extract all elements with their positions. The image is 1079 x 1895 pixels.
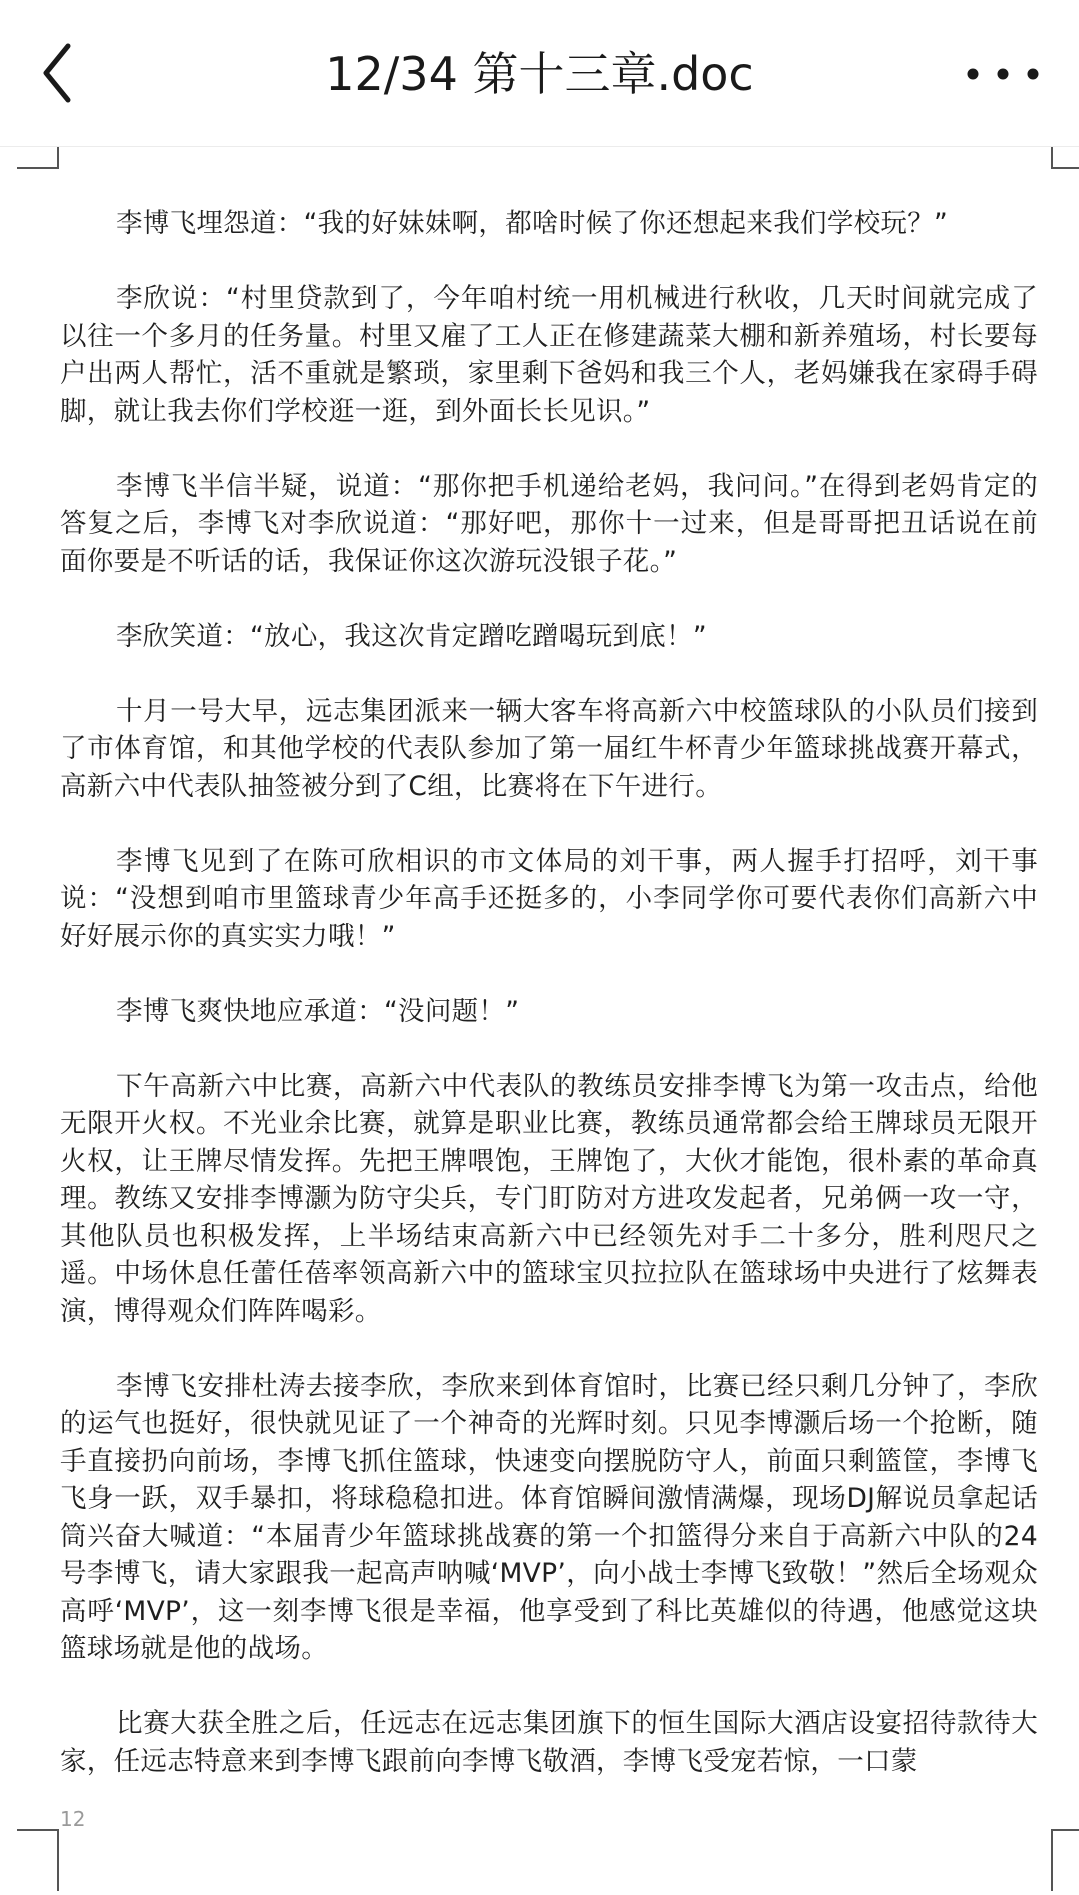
document-page[interactable] (0, 147, 1079, 1895)
paragraph: 李欣说：“村里贷款到了，今年咱村统一用机械进行秋收，几天时间就完成了以往一个多月的任务量。村里又雇了工人正在修建蔬菜大棚和新养殖场，村长要每户出两人帮忙，活不重就是繁琐，家里剩下爸妈和我三个人，老妈嫌我在家碍手碍脚，就让我去你们学校逛一逛，到外面长长见识。” (60, 283, 1038, 427)
paragraph: 李博飞爽快地应承道：“没问题！” (116, 995, 520, 1027)
paragraph: 李博飞安排杜涛去接李欣，李欣来到体育馆时，比赛已经只剩几分钟了，李欣的运气也挺好，很快就见证了一个神奇的光辉时刻。只见李博灏后场一个抢断，随手直接扔向前场，李博飞抓住篮球，快速变向摆脱防守人，前面只剩篮筐，李博飞飞身一跃，双手暴扣，将球稳稳扣进。体育馆瞬间激情满爆，现场DJ解说员拿起话筒兴奋大喊道：“本届青少年篮球挑战赛的第一个扣篮得分来自于高新六中队的24号李博飞，请大家跟我一起高声呐喊‘MVP’，向小战士李博飞致敬！”然后全场观众高呼‘MVP’，这一刻李博飞很是幸福，他享受到了科比英雄似的待遇，他感觉这块篮球场就是他的战场。 (60, 1370, 1038, 1664)
page-crop-mark-bottom-right (1051, 1829, 1079, 1891)
back-button[interactable] (38, 38, 98, 108)
paragraph: 下午高新六中比赛，高新六中代表队的教练员安排李博飞为第一攻击点，给他无限开火权。不光业余比赛，就算是职业比赛，教练员通常都会给王牌球员无限开火权，让王牌尽情发挥。先把王牌喂饱，王牌饱了，大伙才能饱，很朴素的革命真理。教练又安排李博灏为防守尖兵，专门盯防对方进攻发起者，兄弟俩一攻一守，其他队员也积极发挥，上半场结束高新六中已经领先对手二十多分，胜利咫尺之遥。中场休息任蕾任蓓率领高新六中的篮球宝贝拉拉队在篮球场中央进行了炫舞表演，博得观众们阵阵喝彩。 (60, 1070, 1038, 1327)
document-body (60, 205, 1038, 1818)
paragraph: 李博飞见到了在陈可欣相识的市文体局的刘干事，两人握手打招呼，刘干事说：“没想到咱市里篮球青少年高手还挺多的，小李同学你可要代表你们高新六中好好展示你的真实实力哦！” (60, 845, 1038, 952)
more-horizontal-icon (955, 46, 1051, 102)
page-crop-mark-top-left (17, 147, 59, 169)
paragraph: 比赛大获全胜之后，任远志在远志集团旗下的恒生国际大酒店设宴招待款待大家，任远志特意来到李博飞跟前向李博飞敬酒，李博飞受宠若惊，一口蒙 (60, 1708, 1038, 1777)
page-crop-mark-bottom-left (17, 1829, 59, 1891)
document-title: 12/34 第十三章.doc (325, 47, 754, 101)
top-navigation-bar (0, 0, 1079, 147)
page-crop-mark-top-right (1051, 147, 1079, 169)
paragraph: 李博飞半信半疑，说道：“那你把手机递给老妈，我问问。”在得到老妈肯定的答复之后，李博飞对李欣说道：“那好吧，那你十一过来，但是哥哥把丑话说在前面你要是不听话的话，我保证你这次游玩没银子花。” (60, 470, 1038, 577)
paragraph: 十月一号大早，远志集团派来一辆大客车将高新六中校篮球队的小队员们接到了市体育馆，和其他学校的代表队参加了第一届红牛杯青少年篮球挑战赛开幕式，高新六中代表队抽签被分到了C组，比赛将在下午进行。 (60, 695, 1038, 802)
more-options-button[interactable] (955, 46, 1051, 102)
paragraph: 李博飞埋怨道：“我的好妹妹啊，都啥时候了你还想起来我们学校玩？” (116, 208, 949, 239)
page-number: 12 (60, 1807, 86, 1831)
paragraph: 李欣笑道：“放心，我这次肯定蹭吃蹭喝玩到底！” (116, 620, 707, 652)
chevron-left-icon (38, 38, 98, 108)
